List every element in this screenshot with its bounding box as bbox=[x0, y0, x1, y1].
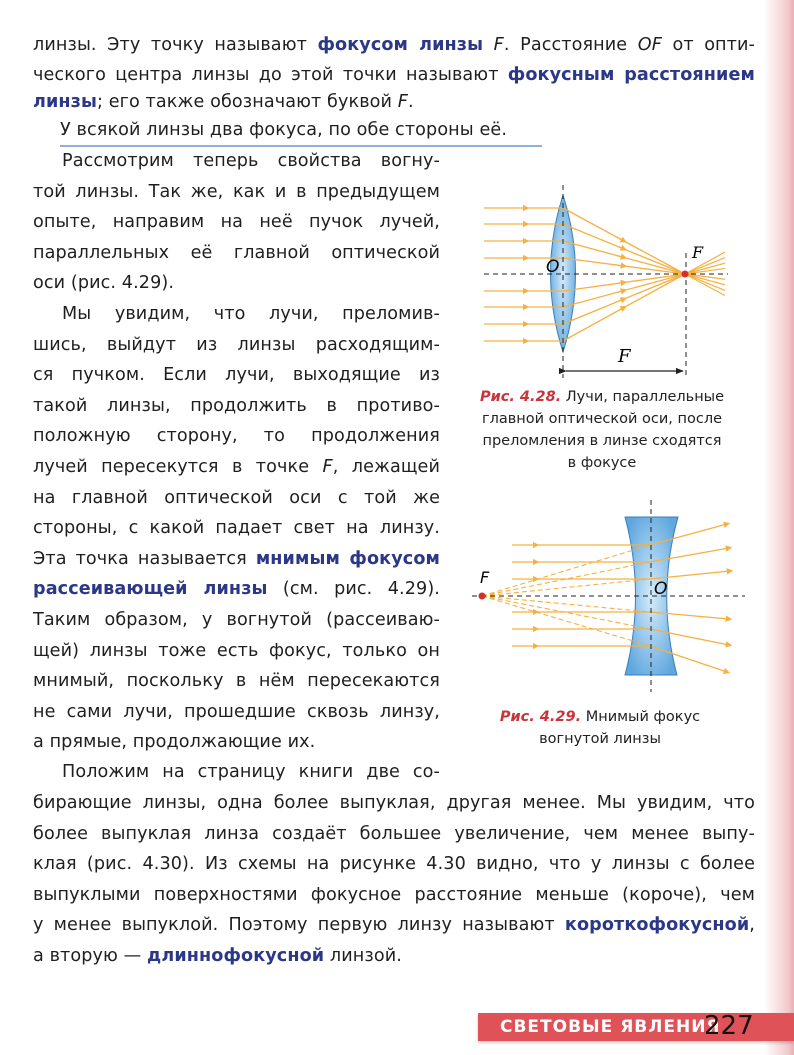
text-run: Положим на страницу книги две со- bbox=[62, 762, 440, 782]
text-run: от опти- bbox=[661, 35, 755, 55]
page-footer bbox=[478, 1013, 794, 1041]
label-F-429: F bbox=[480, 568, 490, 587]
caption-4-28 bbox=[462, 386, 742, 474]
text-run: Эта точка называется bbox=[33, 548, 256, 569]
arrow-icon bbox=[618, 283, 624, 284]
text-run: F bbox=[322, 457, 333, 477]
text-run: более выпуклая линза создаёт большее увеличение, чем менее выпу- bbox=[33, 823, 755, 844]
virtual-ray-extension bbox=[482, 579, 650, 596]
page-number: 227 bbox=[704, 1011, 754, 1041]
label-O-428: O bbox=[546, 257, 560, 277]
text-run: параллельных её главной оптической bbox=[33, 242, 440, 263]
arrow-icon bbox=[618, 238, 624, 241]
diverging-ray bbox=[685, 274, 725, 296]
text-run: опыте, направим на неё пучок лучей, bbox=[33, 212, 440, 233]
text-run: выпуклыми поверхностями фокусное расстояние меньше (короче), чем bbox=[33, 884, 755, 905]
text-run: F bbox=[397, 92, 409, 112]
text-run: ческого центра линзы до этой точки называют bbox=[33, 65, 508, 85]
label-F-428: F bbox=[692, 243, 704, 262]
text-run: Таким образом, у вогнутой (рассеиваю- bbox=[33, 610, 440, 630]
text-run: на главной оптической оси с той же bbox=[33, 487, 440, 508]
text-run: мнимый, поскольку в нём пересекаются bbox=[33, 671, 440, 692]
virtual-ray-extension bbox=[482, 545, 650, 596]
caption-line: главной оптической оси, после bbox=[481, 411, 723, 427]
text-run: положную сторону, то продолжения bbox=[33, 426, 440, 447]
term-highlight: длиннофокусной bbox=[147, 946, 325, 966]
label-focal-distance: F bbox=[618, 346, 631, 367]
text-run: а прямые, продолжающие их. bbox=[33, 732, 316, 753]
arrow-icon bbox=[618, 299, 624, 301]
text-run: клая (рис. 4.30). Из схемы на рисунке 4.30 видно, что у линзы с более bbox=[33, 854, 755, 875]
diverging-ray bbox=[685, 263, 725, 274]
virtual-focus-point bbox=[479, 593, 486, 600]
caption-line: в фокусе bbox=[567, 455, 637, 471]
text-run: , лежащей bbox=[332, 457, 440, 477]
text-run: . Расстояние bbox=[503, 35, 638, 55]
text-run: У всякой линзы два фокуса, по обе стороны её. bbox=[60, 120, 508, 140]
arrow-icon bbox=[618, 308, 624, 311]
text-run: шись, выйдут из линзы расходящим- bbox=[33, 334, 440, 355]
text-run: лучей пересекутся в точке bbox=[33, 457, 323, 477]
arrow-icon bbox=[618, 265, 624, 266]
text-run: оси (рис. 4.29). bbox=[33, 273, 175, 294]
term-highlight: фокусным расстоянием bbox=[507, 65, 755, 85]
diverging-ray bbox=[685, 274, 725, 285]
caption-4-29 bbox=[470, 706, 730, 750]
term-highlight: мнимым фокусом bbox=[255, 548, 440, 569]
text-run: Рассмотрим теперь свойства вогну- bbox=[62, 151, 440, 171]
text-run: ся пучком. Если лучи, выходящие из bbox=[33, 365, 440, 386]
text-run: бирающие линзы, одна более выпуклая, другая менее. Мы увидим, что bbox=[33, 793, 755, 813]
caption-line: вогнутой линзы bbox=[539, 731, 661, 747]
text-run: линзы. Эту точку называют bbox=[33, 35, 318, 55]
text-run: ; его также обозначают буквой bbox=[97, 92, 398, 112]
text-run: щей) линзы тоже есть фокус, только он bbox=[33, 640, 440, 661]
caption-line: Мнимый фокус bbox=[585, 709, 701, 725]
term-highlight: линзы bbox=[33, 92, 98, 112]
caption-line: Лучи, параллельные bbox=[565, 389, 725, 405]
text-run: у менее выпуклой. Поэтому первую линзу называют bbox=[33, 915, 565, 936]
text-run: (см. рис. 4.29). bbox=[267, 579, 440, 600]
text-run: . bbox=[408, 92, 414, 112]
caption-number: Рис. 4.28. bbox=[479, 389, 562, 405]
arrow-icon bbox=[618, 247, 624, 249]
caption-number: Рис. 4.29. bbox=[499, 709, 582, 725]
label-O-429: O bbox=[654, 579, 668, 599]
text-run: Мы увидим, что лучи, преломив- bbox=[62, 304, 440, 324]
text-run: не сами лучи, прошедшие сквозь линзу, bbox=[33, 701, 440, 722]
text-run: стороны, с какой падает свет на линзу. bbox=[33, 518, 440, 539]
text-run: линзой. bbox=[324, 946, 402, 966]
section-title: СВЕТОВЫЕ ЯВЛЕНИЯ bbox=[500, 1017, 721, 1037]
term-highlight: короткофокусной bbox=[564, 915, 750, 936]
text-run: той линзы. Так же, как и в предыдущем bbox=[33, 181, 440, 202]
term-highlight: фокусом линзы bbox=[317, 35, 484, 55]
focus-point bbox=[682, 271, 689, 278]
caption-line: преломления в линзе сходятся bbox=[482, 433, 722, 449]
text-run: а вторую — bbox=[33, 946, 148, 966]
term-highlight: рассеивающей линзы bbox=[33, 579, 268, 600]
text-run: F bbox=[493, 35, 504, 55]
text-run: OF bbox=[637, 35, 662, 55]
text-run: , bbox=[749, 915, 755, 936]
arrow-icon bbox=[618, 256, 624, 258]
text-run: такой линзы, продолжить в противо- bbox=[33, 395, 440, 416]
arrow-icon bbox=[618, 291, 624, 293]
